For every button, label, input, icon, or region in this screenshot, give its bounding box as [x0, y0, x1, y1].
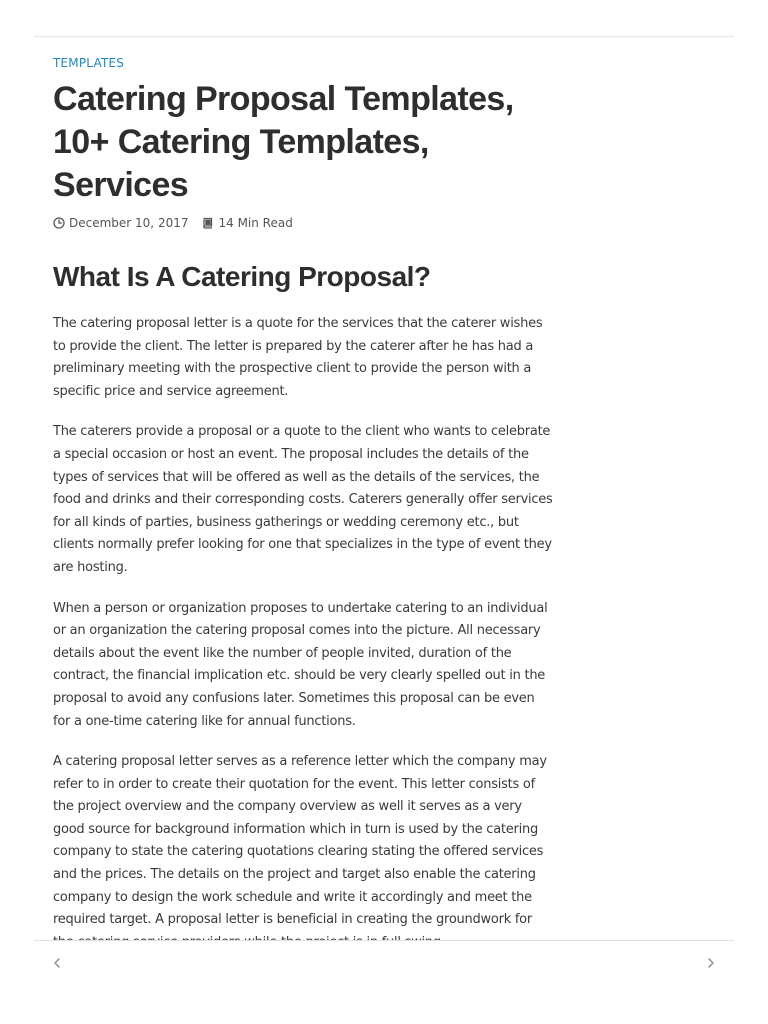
clock-icon — [53, 217, 65, 229]
read-time: 14 Min Read — [218, 216, 293, 230]
article-meta — [53, 216, 293, 230]
paragraph: When a person or organization proposes to undertake catering to an individual or an organization the catering proposal comes into the picture. All necessary details about the event like the number of people invited, duration of the contract, the financial implication etc. should be very clearly spelled out in the proposal to avoid any confusions later. Sometimes this proposal can be even for a one-time catering like for annual functions. — [53, 600, 548, 729]
chevron-right-icon[interactable] — [704, 955, 718, 969]
chevron-left-icon[interactable] — [50, 955, 64, 969]
paragraph: The caterers provide a proposal or a quote to the client who wants to celebrate a special occasion or host an event. The proposal includes the details of the types of services that will be offered as well as the details of the services, the food and drinks and their corresponding costs. Caterers generally offer services for all kinds of parties, business gatherings or wedding ceremony etc., but clients normally prefer looking for one that specializes in the type of event they are hosting. — [53, 424, 553, 575]
paragraph: The catering proposal letter is a quote for the services that the caterer wishes to provide the client. The letter is prepared by the caterer after he has had a preliminary meeting with the prospective client to provide the person with a specific price and service agreement. — [53, 316, 543, 399]
publish-date: December 10, 2017 — [69, 216, 189, 230]
category-link[interactable]: TEMPLATES — [53, 56, 125, 70]
section-heading: What Is A Catering Proposal? — [53, 261, 431, 292]
pagination-bar — [0, 941, 768, 1024]
paragraph: A catering proposal letter serves as a reference letter which the company may refer to in order to create their quotation for the event. This letter consists of the project overview and the company overview as well it serves as a very good source for background information which in turn is used by the catering company to state the catering quotations clearing stating the offered services and the prices. The details on the project and target also enable the catering company to design the work schedule and write it accordingly and meet the required target. A proposal letter is beneficial in creating the groundwork for — [53, 754, 547, 928]
book-icon — [202, 217, 214, 229]
article-title: Catering Proposal Templates, 10+ Catering Templates, Services — [53, 80, 514, 204]
article-body — [53, 313, 553, 972]
article — [53, 0, 553, 940]
